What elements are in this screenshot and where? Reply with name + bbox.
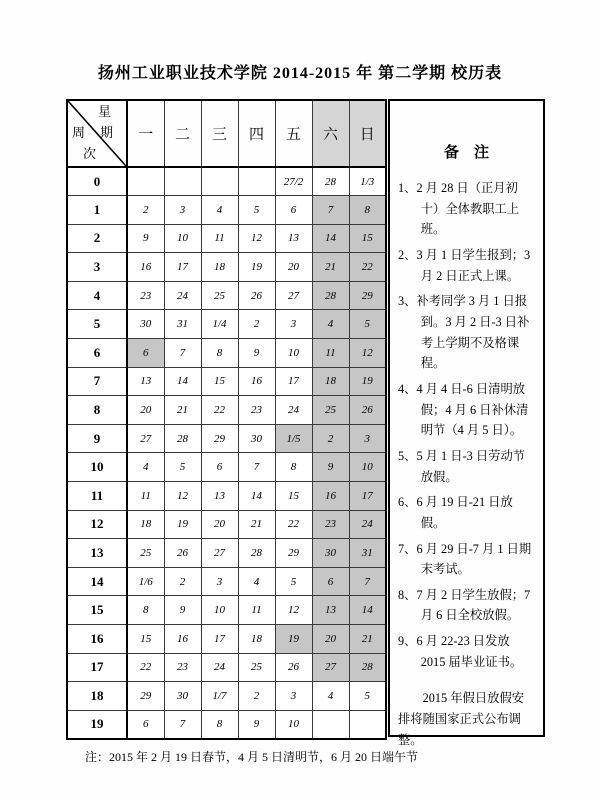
day-cell: 20 xyxy=(275,253,312,282)
day-cell: 28 xyxy=(312,167,349,196)
day-cell: 23 xyxy=(164,653,201,682)
day-cell xyxy=(238,167,275,196)
day-cell: 22 xyxy=(127,653,164,682)
day-cell: 12 xyxy=(349,339,386,368)
day-cell: 8 xyxy=(275,453,312,482)
day-cell: 21 xyxy=(238,510,275,539)
calendar-row xyxy=(67,482,386,511)
day-cell: 22 xyxy=(275,510,312,539)
day-cell: 12 xyxy=(238,224,275,253)
day-cell: 4 xyxy=(312,682,349,711)
calendar-row xyxy=(67,567,386,596)
day-cell: 2 xyxy=(164,567,201,596)
day-cell: 30 xyxy=(238,424,275,453)
day-cell: 14 xyxy=(312,224,349,253)
day-cell: 11 xyxy=(201,224,238,253)
day-cell: 1/5 xyxy=(275,424,312,453)
day-cell: 19 xyxy=(238,253,275,282)
day-cell: 29 xyxy=(127,682,164,711)
day-cell: 13 xyxy=(275,224,312,253)
day-cell: 26 xyxy=(349,396,386,425)
day-cell: 21 xyxy=(312,253,349,282)
day-cell: 3 xyxy=(275,682,312,711)
note-item: 3、补考同学 3 月 1 日报到。3 月 2 日-3 日补考上学期不及格课程。 xyxy=(398,294,530,371)
day-cell: 2 xyxy=(312,424,349,453)
day-cell: 28 xyxy=(349,653,386,682)
day-cell: 19 xyxy=(164,510,201,539)
day-cell: 6 xyxy=(312,567,349,596)
calendar-row xyxy=(67,625,386,654)
note-item: 9、6 月 22-23 日发放 2015 届毕业证书。 xyxy=(398,634,523,669)
day-cell: 15 xyxy=(127,625,164,654)
day-cell: 26 xyxy=(238,281,275,310)
note-item: 8、7 月 2 日学生放假；7 月 6 日全校放假。 xyxy=(398,587,531,623)
day-cell: 7 xyxy=(312,196,349,225)
day-cell: 24 xyxy=(164,281,201,310)
corner-label-week-char: 期 xyxy=(100,125,114,140)
day-cell: 10 xyxy=(349,453,386,482)
week-number-cell: 5 xyxy=(67,310,127,339)
day-header-fri: 五 xyxy=(275,100,312,167)
week-number-cell: 9 xyxy=(67,424,127,453)
day-cell: 8 xyxy=(201,339,238,368)
calendar-row xyxy=(67,224,386,253)
day-cell: 19 xyxy=(349,367,386,396)
day-header-wed: 三 xyxy=(201,100,238,167)
day-cell: 31 xyxy=(349,539,386,568)
week-number-cell: 12 xyxy=(67,510,127,539)
day-cell: 25 xyxy=(238,653,275,682)
week-number-cell: 3 xyxy=(67,253,127,282)
day-cell: 17 xyxy=(349,482,386,511)
day-cell: 21 xyxy=(349,625,386,654)
corner-label-week-char: 星 xyxy=(98,104,112,119)
day-cell: 23 xyxy=(312,510,349,539)
day-cell xyxy=(201,167,238,196)
week-number-cell: 6 xyxy=(67,339,127,368)
day-cell: 27 xyxy=(201,539,238,568)
day-header-tue: 二 xyxy=(164,100,201,167)
day-cell: 29 xyxy=(349,281,386,310)
day-cell: 1/3 xyxy=(349,167,386,196)
calendar-row xyxy=(67,596,386,625)
week-number-cell: 2 xyxy=(67,224,127,253)
day-cell: 24 xyxy=(201,653,238,682)
page-title: 扬州工业职业技术学院 2014-2015 年 第二学期 校历表 xyxy=(97,65,503,82)
day-cell: 27 xyxy=(127,424,164,453)
day-cell: 9 xyxy=(164,596,201,625)
day-cell: 4 xyxy=(238,567,275,596)
note-item: 7、6 月 29 日-7 月 1 日期末考试。 xyxy=(398,541,532,577)
day-cell: 15 xyxy=(349,224,386,253)
day-cell: 4 xyxy=(312,310,349,339)
calendar-header-row xyxy=(67,100,386,167)
day-cell: 22 xyxy=(201,396,238,425)
day-cell: 18 xyxy=(312,367,349,396)
day-cell: 5 xyxy=(238,196,275,225)
day-cell: 9 xyxy=(238,710,275,739)
day-cell: 17 xyxy=(201,625,238,654)
day-cell: 29 xyxy=(201,424,238,453)
week-number-cell: 18 xyxy=(67,682,127,711)
calendar-row xyxy=(67,424,386,453)
day-cell: 7 xyxy=(164,710,201,739)
day-cell: 3 xyxy=(275,310,312,339)
week-number-cell: 19 xyxy=(67,710,127,739)
calendar-row xyxy=(67,539,386,568)
day-cell: 2 xyxy=(127,196,164,225)
day-cell: 16 xyxy=(238,367,275,396)
day-cell: 20 xyxy=(127,396,164,425)
day-cell: 24 xyxy=(349,510,386,539)
notes-title: 备 注 xyxy=(443,145,489,161)
calendar-row xyxy=(67,167,386,196)
corner-label-number-char: 次 xyxy=(83,146,97,161)
day-cell: 17 xyxy=(275,367,312,396)
week-number-cell: 13 xyxy=(67,539,127,568)
day-cell: 13 xyxy=(312,596,349,625)
calendar-body xyxy=(67,167,386,739)
week-number-cell: 14 xyxy=(67,567,127,596)
day-cell: 25 xyxy=(127,539,164,568)
day-cell: 3 xyxy=(164,196,201,225)
corner-cell xyxy=(67,100,127,167)
day-cell: 13 xyxy=(201,482,238,511)
day-cell: 18 xyxy=(127,510,164,539)
note-item: 6、6 月 19 日-21 日放假。 xyxy=(398,495,513,530)
day-header-sun: 日 xyxy=(349,100,386,167)
corner-label-number-char: 周 xyxy=(72,125,86,140)
week-number-cell: 17 xyxy=(67,653,127,682)
day-header-mon: 一 xyxy=(127,100,164,167)
day-cell: 31 xyxy=(164,310,201,339)
day-cell: 16 xyxy=(312,482,349,511)
day-cell: 10 xyxy=(164,224,201,253)
day-cell: 11 xyxy=(238,596,275,625)
calendar-row xyxy=(67,653,386,682)
day-cell: 15 xyxy=(275,482,312,511)
day-cell: 21 xyxy=(164,396,201,425)
day-cell: 27 xyxy=(312,653,349,682)
day-cell: 8 xyxy=(349,196,386,225)
day-cell: 22 xyxy=(349,253,386,282)
day-cell: 20 xyxy=(201,510,238,539)
day-cell: 4 xyxy=(201,196,238,225)
day-cell: 16 xyxy=(164,625,201,654)
calendar-row xyxy=(67,281,386,310)
week-number-cell: 4 xyxy=(67,281,127,310)
calendar-row xyxy=(67,453,386,482)
week-number-cell: 7 xyxy=(67,367,127,396)
day-cell: 8 xyxy=(201,710,238,739)
day-cell xyxy=(349,710,386,739)
day-cell: 2 xyxy=(238,682,275,711)
day-cell: 11 xyxy=(127,482,164,511)
day-cell: 3 xyxy=(201,567,238,596)
day-cell: 30 xyxy=(164,682,201,711)
calendar-table xyxy=(66,99,387,740)
calendar-row xyxy=(67,710,386,739)
day-cell: 7 xyxy=(164,339,201,368)
day-cell: 10 xyxy=(275,339,312,368)
calendar-row xyxy=(67,367,386,396)
day-cell: 16 xyxy=(127,253,164,282)
day-cell: 26 xyxy=(164,539,201,568)
day-cell: 5 xyxy=(349,310,386,339)
day-cell: 11 xyxy=(312,339,349,368)
day-cell xyxy=(312,710,349,739)
week-number-cell: 16 xyxy=(67,625,127,654)
day-cell: 6 xyxy=(127,339,164,368)
calendar-row xyxy=(67,682,386,711)
week-number-cell: 1 xyxy=(67,196,127,225)
calendar-row xyxy=(67,396,386,425)
day-cell: 28 xyxy=(164,424,201,453)
day-cell: 14 xyxy=(164,367,201,396)
day-cell: 3 xyxy=(349,424,386,453)
day-cell: 20 xyxy=(312,625,349,654)
note-item: 5、5 月 1 日-3 日劳动节放假。 xyxy=(398,448,526,484)
day-cell: 28 xyxy=(238,539,275,568)
day-cell: 2 xyxy=(238,310,275,339)
day-cell: 28 xyxy=(312,281,349,310)
calendar-row xyxy=(67,253,386,282)
footnote: 注：2015 年 2 月 19 日春节，4 月 5 日清明节，6 月 20 日端午节 xyxy=(85,750,419,764)
day-cell: 8 xyxy=(127,596,164,625)
day-cell: 7 xyxy=(349,567,386,596)
day-cell: 1/4 xyxy=(201,310,238,339)
calendar-row xyxy=(67,196,386,225)
note-item: 1、2 月 28 日（正月初十）全体教职工上班。 xyxy=(398,181,520,237)
day-header-thu: 四 xyxy=(238,100,275,167)
day-cell: 13 xyxy=(127,367,164,396)
day-cell: 12 xyxy=(164,482,201,511)
day-cell: 10 xyxy=(201,596,238,625)
day-cell: 6 xyxy=(201,453,238,482)
week-number-cell: 11 xyxy=(67,482,127,511)
notes-list xyxy=(398,178,535,672)
day-cell: 4 xyxy=(127,453,164,482)
day-cell: 27 xyxy=(275,281,312,310)
day-cell: 5 xyxy=(164,453,201,482)
day-cell: 25 xyxy=(312,396,349,425)
week-number-cell: 10 xyxy=(67,453,127,482)
note-item: 4、4 月 4 日-6 日清明放假；4 月 6 日补休清明节（4 月 5 日）。 xyxy=(398,381,529,438)
day-cell: 5 xyxy=(275,567,312,596)
day-cell: 1/7 xyxy=(201,682,238,711)
day-cell: 15 xyxy=(201,367,238,396)
day-cell: 19 xyxy=(275,625,312,654)
day-cell: 23 xyxy=(127,281,164,310)
day-cell: 14 xyxy=(238,482,275,511)
day-cell: 18 xyxy=(238,625,275,654)
notes-footer: 2015 年假日放假安排将随国家正式公布调整。 xyxy=(398,691,525,747)
day-cell: 29 xyxy=(275,539,312,568)
day-cell: 25 xyxy=(201,281,238,310)
day-cell: 12 xyxy=(275,596,312,625)
notes-panel xyxy=(388,99,545,747)
calendar-row xyxy=(67,510,386,539)
day-cell: 9 xyxy=(127,224,164,253)
week-number-cell: 15 xyxy=(67,596,127,625)
day-cell: 6 xyxy=(127,710,164,739)
day-cell: 30 xyxy=(127,310,164,339)
day-cell: 9 xyxy=(312,453,349,482)
day-cell: 10 xyxy=(275,710,312,739)
day-cell: 9 xyxy=(238,339,275,368)
day-cell xyxy=(127,167,164,196)
day-cell xyxy=(164,167,201,196)
day-cell: 1/6 xyxy=(127,567,164,596)
day-cell: 5 xyxy=(349,682,386,711)
day-cell: 18 xyxy=(201,253,238,282)
day-header-sat: 六 xyxy=(312,100,349,167)
day-cell: 26 xyxy=(275,653,312,682)
day-cell: 23 xyxy=(238,396,275,425)
day-cell: 7 xyxy=(238,453,275,482)
day-cell: 6 xyxy=(275,196,312,225)
day-cell: 27/2 xyxy=(275,167,312,196)
day-cell: 24 xyxy=(275,396,312,425)
day-cell: 17 xyxy=(164,253,201,282)
day-cell: 30 xyxy=(312,539,349,568)
calendar-row xyxy=(67,310,386,339)
note-item: 2、3 月 1 日学生报到；3 月 2 日正式上课。 xyxy=(398,247,531,283)
day-cell: 14 xyxy=(349,596,386,625)
week-number-cell: 8 xyxy=(67,396,127,425)
calendar-row xyxy=(67,339,386,368)
week-number-cell: 0 xyxy=(67,167,127,196)
